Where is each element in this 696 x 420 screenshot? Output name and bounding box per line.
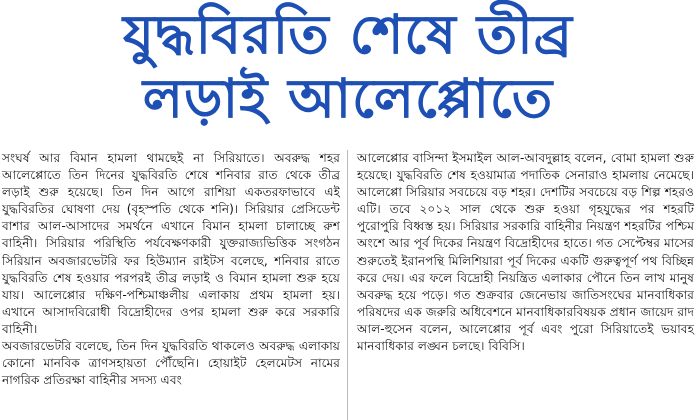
article-paragraph: সংঘর্ষ আর বিমান হামলা থামছেই না সিরিয়াতে। অবরুদ্ধ শহর আলেপ্পোতে তিন দিনের যুদ্ধবিরতি শেষে শনিবার রাত থেকে তীব্র লড়াই শুরু হয়েছে। তিন দিন আগে রাশিয়া একতরফাভাবে এই যুদ্ধবিরতির ঘোষণা দেয় (বৃহস্পতি থেকে শনি)। সিরিয়ার প্রেসিডেন্ট বাশার আল-আসাদের সমর্থনে এখানে বিমান হামলা চালাচ্ছে রুশ বাহিনী। সিরিয়ার পরিস্থিতি পর্যবেক্ষণকারী যুক্তরাজ্যভিত্তিক সংগঠন সিরিয়ান অবজারভেটরি ফর হিউম্যান রাইটস বলেছে, শনিবার রাতে যুদ্ধবিরতি শেষ হওয়ার পরপরই তীব্র লড়াই ও বিমান হামলা শুরু হয়ে যায়। আলেপ্পোর দক্ষিণ-পশ্চিমাঞ্চলীয় এলাকায় প্রথম হামলা হয়। এখানে আসাদবিরোধী বিদ্রোহীদের ওপর হামলা শুরু করে সরকারি বাহিনী। <box>2 151 340 336</box>
headline-line-1: যুদ্ধবিরতি শেষে তীব্র <box>122 3 574 66</box>
article-paragraph: অবজারভেটরি বলেছে, তিন দিন যুদ্ধবিরতি থাকলেও অবরুদ্ধ এলাকায় কোনো মানবিক ত্রাণসহায়তা পৌঁছেনি। হোয়াইট হেলমেটস নামের নাগরিক প্রতিরক্ষা বাহিনীর সদস্য এবং <box>2 339 340 388</box>
article-column-right <box>357 150 694 355</box>
column-divider <box>347 150 348 420</box>
headline-line-2: লড়াই আলেপ্পোতে <box>142 67 554 130</box>
headline <box>0 3 696 130</box>
article-column-left <box>2 150 340 389</box>
article-paragraph: আলেপ্পোর বাসিন্দা ইসমাইল আল-আবদুল্লাহ বলেন, বোমা হামলা শুরু হয়েছে। যুদ্ধবিরতি শেষ হওয়ামাত্র পদাতিক সেনারাও হামলায় নেমেছে। আলেপ্পো সিরিয়ার সবচেয়ে বড় শহর। দেশটির সবচেয়ে বড় শিল্প শহরও এটি। তবে ২০১২ সাল থেকে শুরু হওয়া গৃহযুদ্ধের পর শহরটি পুরোপুরি বিধ্বস্ত হয়। সিরিয়ার সরকারি বাহিনীর নিয়ন্ত্রণ শহরটির পশ্চিম অংশে আর পূর্ব দিকের নিয়ন্ত্রণ বিদ্রোহীদের হাতে। গত সেপ্টেম্বর মাসের শুরুতেই ইরানপন্থি মিলিশিয়ারা পূর্ব দিকের একটি গুরুত্বপূর্ণ পথ বিচ্ছিন্ন করে দেয়। এর ফলে বিদ্রোহী নিয়ন্ত্রিত এলাকার পৌনে তিন লাখ মানুষ অবরুদ্ধ হয়ে পড়ে। গত শুক্রবার জেনেভায় জাতিসংঘের মানবাধিকার পরিষদের এক জরুরি অধিবেশনে মানবাধিকারবিষয়ক প্রধান জায়েদ রাদ আল-হুসেন বলেন, আলেপ্পোর পূর্ব এবং পুরো সিরিয়াতেই ভয়াবহ মানবাধিকার লঙ্ঘন চলছে। বিবিসি। <box>357 151 694 354</box>
